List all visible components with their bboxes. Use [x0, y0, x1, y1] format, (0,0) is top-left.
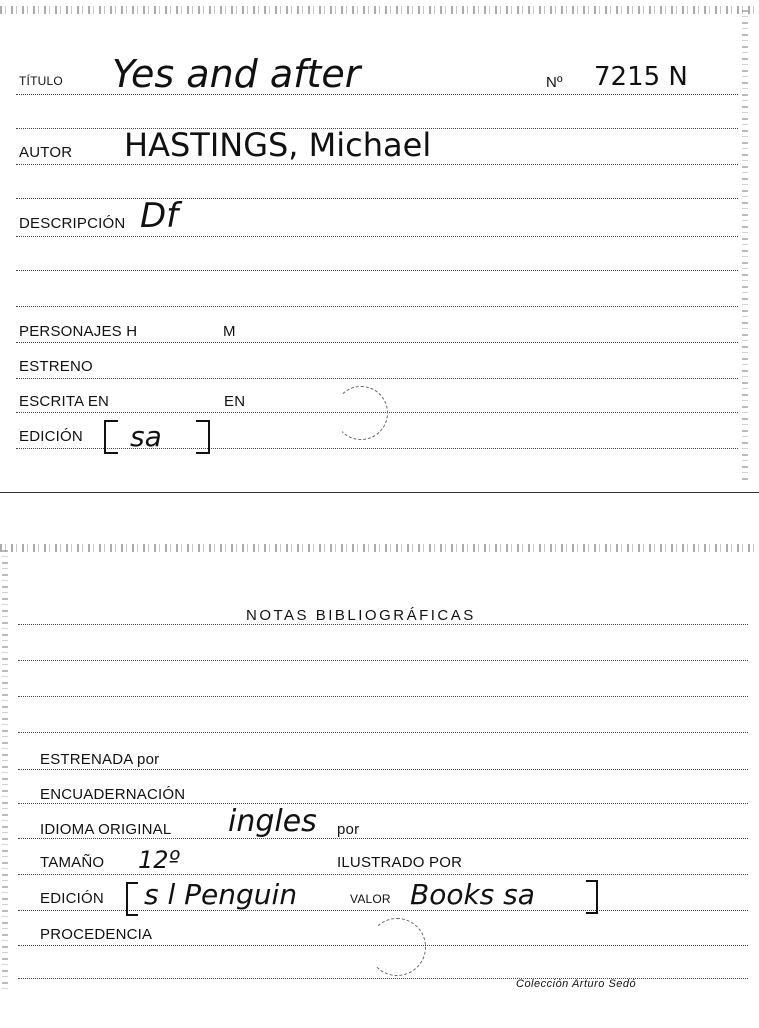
edicion-2-label: EDICIÓN [40, 890, 104, 907]
left-bracket-icon [104, 420, 118, 454]
rule-bottom [18, 978, 748, 979]
card-top-edge [0, 6, 759, 14]
descripcion-value: Df [140, 196, 179, 236]
tamano-label: TAMAÑO [40, 854, 105, 871]
ilustrado-por-label: ILUSTRADO POR [337, 854, 463, 871]
personajes-m-label: M [223, 323, 236, 340]
titulo-label: TÍTULO [19, 74, 63, 88]
rule-blank-4 [16, 306, 738, 307]
rule-blank-3 [16, 270, 738, 271]
rule-blank-2 [16, 198, 738, 199]
rule-tamano [18, 874, 748, 875]
personajes-h-label: PERSONAJES H [19, 323, 138, 340]
notas-heading: NOTAS BIBLIOGRÁFICAS [246, 607, 476, 624]
idioma-value: ingles [228, 804, 317, 839]
punch-hole-mark-2 [368, 918, 426, 976]
rule-heading [18, 624, 748, 625]
catalog-card-bottom [0, 540, 759, 1028]
rule-encuadernacion [18, 803, 748, 804]
estrenada-label: ESTRENADA por [40, 751, 160, 768]
edicion-value: sa [130, 420, 162, 453]
card-left-edge [2, 550, 8, 990]
rule-descripcion [16, 236, 738, 237]
catalog-card-top [0, 0, 759, 493]
numero-value: 7215 N [594, 62, 688, 92]
right-bracket-2-icon [586, 880, 598, 914]
edicion-label: EDICIÓN [19, 428, 83, 445]
left-bracket-2-icon [126, 882, 138, 916]
rule-estrenada [18, 769, 748, 770]
rule-notas-1 [18, 660, 748, 661]
escrita-en-2-label: EN [224, 393, 246, 410]
encuadernacion-label: ENCUADERNACIÓN [40, 786, 186, 803]
tamano-value: 12º [138, 846, 180, 874]
estreno-label: ESTRENO [19, 358, 93, 375]
por-label: por [337, 821, 360, 838]
card-bottom-edge [0, 544, 759, 552]
edicion-2-value-1: s l Penguin [144, 878, 298, 911]
rule-autor [16, 164, 738, 165]
card-right-edge [742, 10, 748, 480]
rule-idioma [18, 838, 748, 839]
collection-footer: Colección Arturo Sedó [516, 978, 637, 990]
idioma-original-label: IDIOMA ORIGINAL [40, 821, 172, 838]
valor-label: VALOR [350, 892, 391, 906]
rule-edicion [16, 448, 738, 449]
numero-label: Nº [546, 74, 563, 91]
rule-notas-2 [18, 696, 748, 697]
escrita-en-label: ESCRITA EN [19, 393, 110, 410]
autor-label: AUTOR [19, 144, 73, 161]
rule-personajes [16, 342, 738, 343]
rule-estreno [16, 378, 738, 379]
titulo-value: Yes and after [112, 52, 361, 96]
punch-hole-mark [334, 386, 388, 440]
procedencia-label: PROCEDENCIA [40, 926, 153, 943]
right-bracket-icon [196, 420, 210, 454]
autor-value: HASTINGS, Michael [124, 126, 432, 164]
rule-notas-3 [18, 732, 748, 733]
edicion-2-value-2: Books sa [410, 878, 535, 911]
descripcion-label: DESCRIPCIÓN [19, 215, 126, 232]
